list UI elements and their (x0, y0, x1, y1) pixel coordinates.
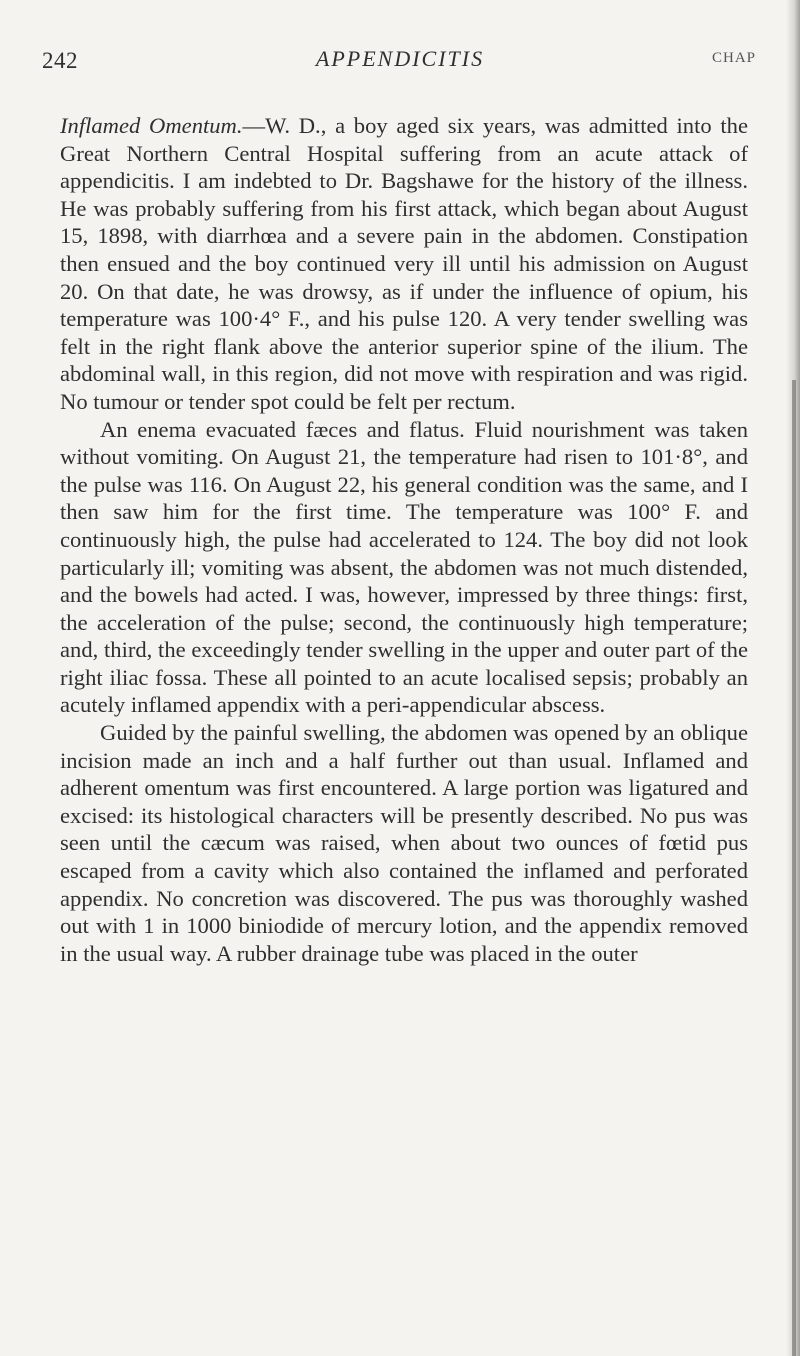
chapter-mark: CHAP (711, 50, 756, 66)
page-edge-line (792, 380, 796, 1356)
paragraph-text: —W. D., a boy aged six years, was admitted into the Great Northern Central Hospital suffering from an acute attack of appendicitis. I am indebted to Dr. Bagshawe for the history of the illness. He was probably suffering from his first attack, which began about August 15, 1898, with diarrhœa and a severe pain in the abdomen. Constipation then ensued and the boy continued very ill until his admission on August 20. On that date, he was drowsy, as if under the influence of opium, his temperature was 100·4° F., and his pulse 120. A very tender swelling was felt in the right flank above the anterior superior spine of the ilium. The abdominal wall, in this region, did not move with respiration and was rigid. No tumour or tender spot could be felt per rectum. (60, 113, 748, 414)
running-title: APPENDICITIS (315, 46, 485, 71)
page-number: 242 (42, 48, 78, 73)
paragraph (60, 112, 748, 416)
page-header (40, 44, 760, 84)
paragraph: Guided by the painful swelling, the abdomen was opened by an oblique incision made an inch and a half further out than usual. Inflamed and adherent omentum was first encountered. A large portion was ligatured and excised: its histological characters will be presently described. No pus was seen until the cæcum was raised, when about two ounces of fœtid pus escaped from a cavity which also contained the inflamed and perforated appendix. No concretion was discovered. The pus was thoroughly washed out with 1 in 1000 biniodide of mercury lotion, and the appendix removed in the usual way. A rubber drainage tube was placed in the outer (60, 720, 748, 966)
body-text (60, 112, 748, 967)
case-heading: Inflamed Omentum. (60, 113, 243, 138)
paragraph: An enema evacuated fæces and flatus. Fluid nourishment was taken without vomiting. On August 21, the temperature had risen to 101·8°, and the pulse was 116. On August 22, his general condition was the same, and I then saw him for the first time. The temperature was 100° F. and continuously high, the pulse had accelerated to 124. The boy did not look particularly ill; vomiting was absent, the abdomen was not much distended, and the bowels had acted. I was, however, impressed by three things: first, the acceleration of the pulse; second, the continuously high temperature; and, third, the exceedingly tender swelling in the upper and outer part of the right iliac fossa. These all pointed to an acute localised sepsis; probably an acutely inflamed appendix with a peri-appendicular abscess. (60, 416, 748, 718)
